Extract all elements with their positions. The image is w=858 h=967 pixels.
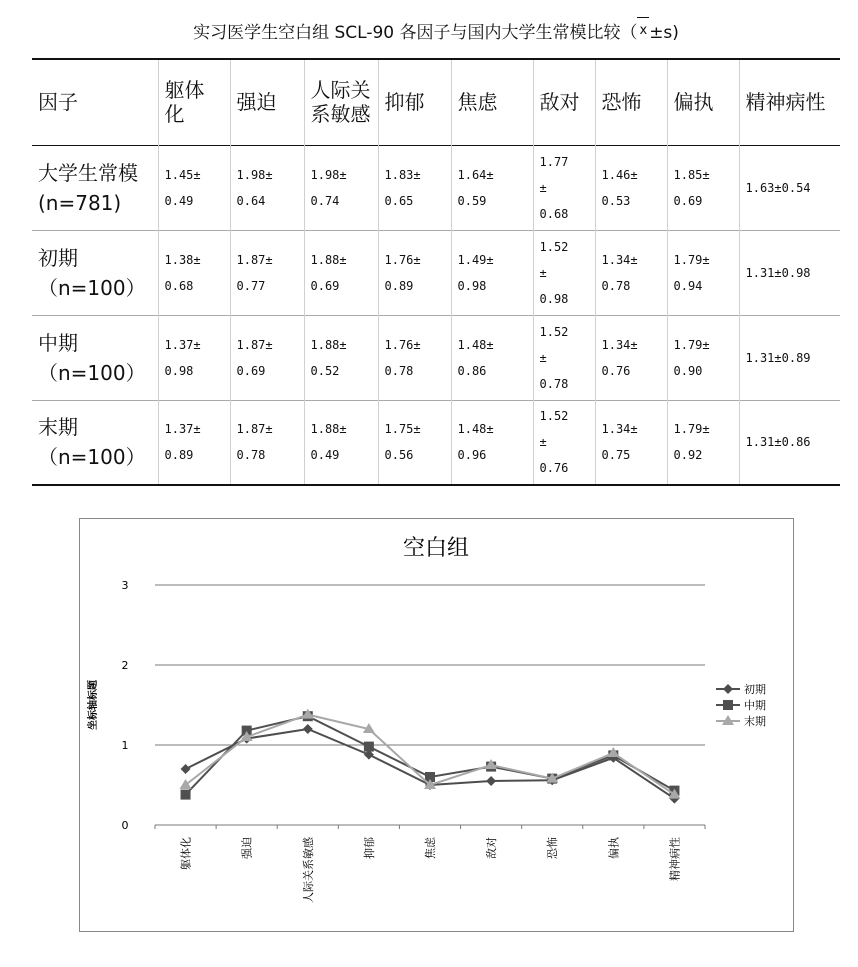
data-point — [364, 742, 374, 752]
caption-xbar: x — [639, 23, 648, 38]
value-cell: 1.31±0.86 — [745, 435, 811, 450]
value-cell: 1.31±0.98 — [745, 265, 811, 280]
header-cell: 抑郁 — [378, 59, 451, 145]
header-cell: 焦虑 — [451, 59, 533, 145]
header-cell: 躯体化 — [158, 59, 230, 145]
header-cell: 强迫 — [230, 59, 304, 145]
x-tick-label: 抑郁 — [362, 837, 376, 859]
value-cell: 1.49± 0.98 — [451, 230, 533, 315]
y-tick-label: 1 — [121, 739, 129, 752]
value-cell: 1.87± 0.69 — [230, 315, 304, 400]
table-row — [32, 400, 840, 485]
value-cell: 1.87± 0.78 — [230, 400, 304, 485]
value-cell: 1.75± 0.56 — [378, 400, 451, 485]
y-tick-label: 2 — [121, 659, 129, 672]
value-cell: 1.52 ± 0.98 — [533, 230, 595, 315]
value-cell: 1.79± 0.94 — [667, 230, 739, 315]
x-tick-label: 敌对 — [485, 837, 499, 859]
y-tick-label: 3 — [121, 579, 129, 592]
x-tick-label: 焦虑 — [424, 837, 437, 859]
x-tick-label: 精神病性 — [668, 837, 682, 881]
chart-frame — [79, 518, 794, 932]
caption-text: 实习医学生空白组 SCL-90 各因子与国内大学生常模比较（ — [193, 23, 638, 43]
value-cell: 1.88± 0.52 — [304, 315, 378, 400]
x-tick-label: 偏执 — [607, 837, 621, 859]
table-row — [32, 145, 840, 230]
value-cell: 1.52 ± 0.76 — [533, 400, 595, 485]
value-cell: 1.37± 0.89 — [158, 400, 230, 485]
value-cell: 1.52 ± 0.78 — [533, 315, 595, 400]
header-cell: 敌对 — [533, 59, 595, 145]
y-axis-title: 坐标轴标题 — [88, 680, 99, 730]
legend-label: 中期 — [744, 699, 766, 712]
table-body — [32, 145, 840, 485]
value-cell: 1.88± 0.49 — [304, 400, 378, 485]
data-point — [303, 724, 313, 734]
data-point — [181, 790, 191, 800]
header-cell: 因子 — [32, 59, 158, 145]
legend-marker — [723, 700, 733, 710]
row-label: 大学生常模 (n=781) — [32, 145, 158, 230]
x-tick-label: 躯体化 — [179, 837, 193, 870]
data-point — [486, 776, 496, 786]
value-cell: 1.98± 0.74 — [304, 145, 378, 230]
row-label: 中期 （n=100） — [32, 315, 158, 400]
header-cell: 精神病性 — [745, 90, 826, 115]
value-cell: 1.77 ± 0.68 — [533, 145, 595, 230]
scl90-table — [32, 58, 840, 486]
value-cell: 1.88± 0.69 — [304, 230, 378, 315]
value-cell: 1.79± 0.90 — [667, 315, 739, 400]
header-cell: 人际关系敏感 — [304, 59, 378, 145]
legend-marker — [723, 684, 733, 694]
caption-tail: ±s) — [649, 23, 679, 43]
value-cell: 1.83± 0.65 — [378, 145, 451, 230]
data-point — [181, 764, 191, 774]
value-cell: 1.45± 0.49 — [158, 145, 230, 230]
table-row — [32, 315, 840, 400]
value-cell: 1.37± 0.98 — [158, 315, 230, 400]
value-cell: 1.76± 0.89 — [378, 230, 451, 315]
value-cell: 1.34± 0.76 — [595, 315, 667, 400]
line-chart — [80, 519, 793, 931]
value-cell: 1.64± 0.59 — [451, 145, 533, 230]
value-cell: 1.31±0.89 — [745, 350, 811, 365]
table-row — [32, 230, 840, 315]
value-cell: 1.46± 0.53 — [595, 145, 667, 230]
x-tick-label: 人际关系敏感 — [301, 837, 315, 903]
value-cell: 1.34± 0.78 — [595, 230, 667, 315]
y-tick-label: 0 — [121, 819, 129, 832]
x-tick-label: 强迫 — [240, 837, 254, 859]
value-cell: 1.98± 0.64 — [230, 145, 304, 230]
value-cell: 1.34± 0.75 — [595, 400, 667, 485]
table-caption — [32, 18, 840, 43]
value-cell: 1.48± 0.86 — [451, 315, 533, 400]
value-cell: 1.79± 0.92 — [667, 400, 739, 485]
x-tick-label: 恐怖 — [546, 837, 560, 859]
legend-label: 初期 — [744, 683, 766, 696]
value-cell: 1.76± 0.78 — [378, 315, 451, 400]
value-cell: 1.85± 0.69 — [667, 145, 739, 230]
header-cell: 偏执 — [667, 59, 739, 145]
value-cell: 1.48± 0.96 — [451, 400, 533, 485]
row-label: 末期 （n=100） — [32, 400, 158, 485]
value-cell: 1.38± 0.68 — [158, 230, 230, 315]
legend-label: 末期 — [744, 715, 766, 728]
header-cell: 恐怖 — [595, 59, 667, 145]
value-cell: 1.63±0.54 — [745, 180, 811, 195]
row-label: 初期 （n=100） — [32, 230, 158, 315]
header-row — [32, 59, 840, 145]
value-cell: 1.87± 0.77 — [230, 230, 304, 315]
chart-title: 空白组 — [402, 536, 470, 561]
